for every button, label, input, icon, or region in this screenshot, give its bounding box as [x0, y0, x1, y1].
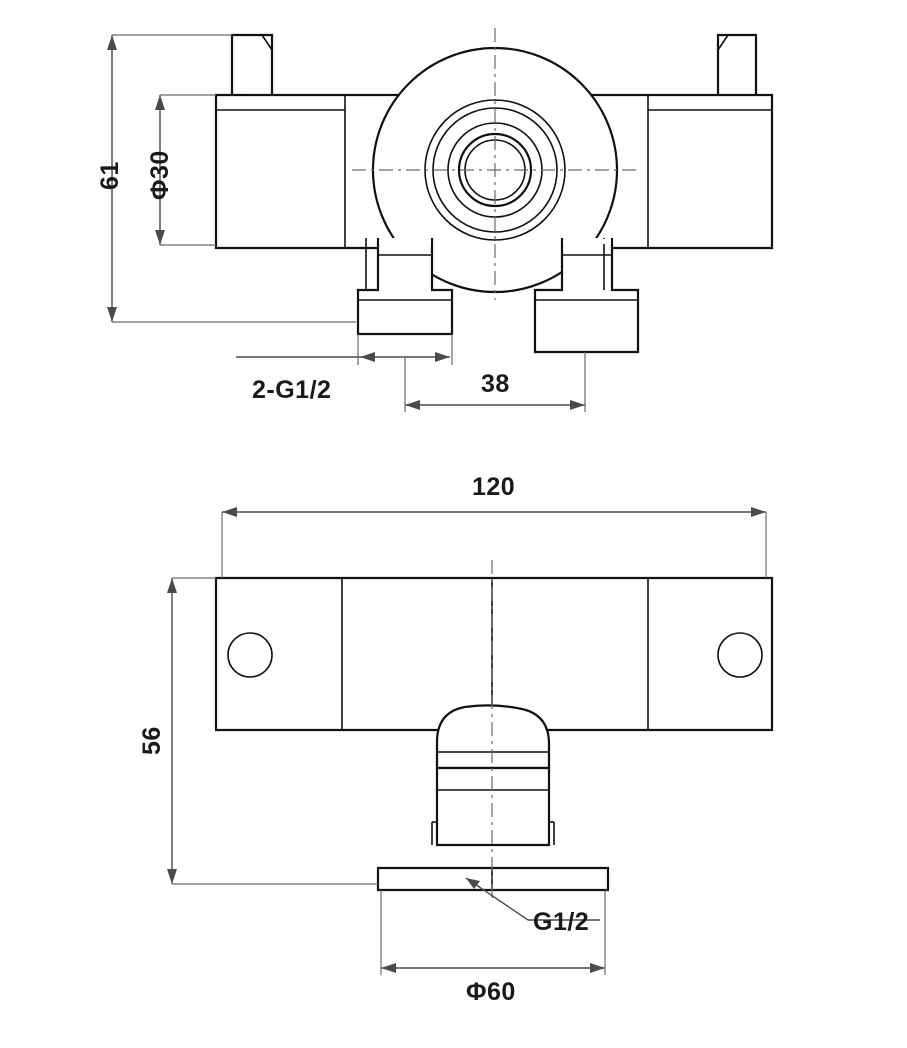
- dimension-label-thread-2-g12: 2-G1/2: [252, 376, 332, 404]
- front-view-geometry: [216, 28, 772, 352]
- dimension-label-diameter-30: Φ30: [146, 150, 174, 200]
- dimension-label-spacing-38: 38: [481, 370, 510, 398]
- top-view-geometry: [216, 560, 772, 900]
- dimension-label-height-61: 61: [96, 161, 124, 190]
- dimension-label-width-120: 120: [472, 473, 516, 501]
- dimension-label-diameter-60: Φ60: [466, 978, 516, 1006]
- dimension-label-depth-56: 56: [138, 726, 166, 755]
- dimension-label-thread-g12: G1/2: [533, 908, 590, 936]
